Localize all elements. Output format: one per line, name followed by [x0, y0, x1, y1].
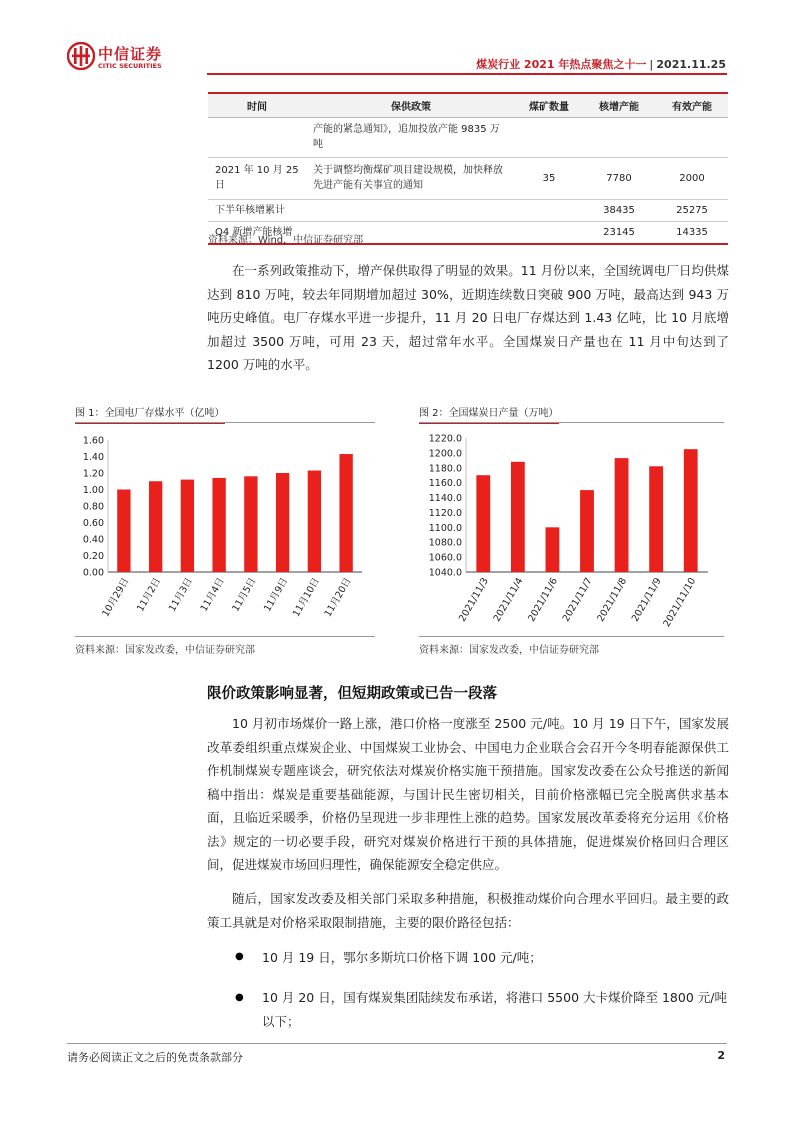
- bar: [244, 476, 257, 572]
- body-paragraph: 随后，国家发改委及相关部门采取多种措施，积极推动煤价向合理水平回归。最主要的政策工具就是对价格采取限制措施，主要的限价路径包括：: [207, 891, 729, 930]
- table-row: [208, 117, 728, 157]
- bar: [308, 471, 321, 572]
- report-header-info: [476, 56, 726, 72]
- bar: [149, 481, 162, 572]
- col-header-time: 时间: [208, 93, 306, 117]
- footer-divider: [67, 1043, 727, 1044]
- cell-effective: 25275: [656, 199, 728, 221]
- report-title: 煤炭行业 2021 年热点聚焦之十一: [476, 58, 647, 71]
- header-separator: |: [649, 58, 654, 71]
- cell-approved: [582, 117, 656, 157]
- x-tick-label: 2021/11/8: [595, 576, 630, 624]
- y-tick-label: 1140.0: [428, 493, 462, 505]
- cell-effective: 2000: [656, 157, 728, 199]
- figure1-source-note: 资料来源：国家发改委，中信证券研究部: [75, 645, 255, 656]
- y-tick-label: 1160.0: [428, 478, 462, 490]
- body-paragraph: 10 月初市场煤价一路上涨，港口价格一度涨至 2500 元/吨。10 月 19 日下午，国家发展改革委组织重点煤炭企业、中国煤炭工业协会、中国电力企业联合会召开今冬明春能源保供工作机制煤炭专题座谈会，研究依法对煤炭价格实施干预措施。国家发改委在公众号推送的新闻稿中指出：煤炭是重要基础能源，与国计民生密切相关，目前价格涨幅已完全脱离供求基本面，且临近采暖季，价格仍呈现进一步非理性上涨的趋势。国家发展改革委将充分运用《价格法》规定的一切必要手段，研究对煤炭价格进行干预的具体措施，促进煤炭价格回归合理区间，促进煤炭市场回归理性，确保能源安全稳定供应。: [207, 716, 729, 872]
- y-tick-label: 1.20: [82, 468, 104, 480]
- bar: [212, 478, 225, 572]
- y-tick-label: 0.00: [82, 567, 104, 579]
- cell-mines: [516, 199, 582, 221]
- figure2-top-rule: [419, 422, 724, 423]
- page-header: [0, 0, 793, 80]
- cell-approved: 23145: [582, 221, 656, 244]
- x-tick-label: 11月4日: [198, 576, 227, 614]
- cell-policy: [306, 199, 516, 221]
- x-tick-label: 2021/11/9: [629, 576, 664, 624]
- bullet-item: 10 月 20 日，国有煤炭集团陆续发布承诺，将港口 5500 大卡煤价降至 1800 元/吨以下；: [262, 990, 727, 1029]
- body-paragraph: 在一系列政策推动下，增产保供取得了明显的效果。11 月份以来，全国统调电厂日均供煤达到 810 万吨，较去年同期增加超过 30%，近期连续数日突破 900 万吨，最高达到 943 万吨历史峰值。电厂存煤水平进一步提升，11 月 20 日电厂存煤达到 1.43 亿吨，比 10 月底增加超过 3500 万吨，可用 23 天，超过常年水平。全国煤炭日产量也在 11 月中旬达到了 1200 万吨的水平。: [207, 263, 729, 372]
- table-source-note: 资料来源：Wind，中信证券研究部: [208, 235, 364, 246]
- y-tick-label: 1120.0: [428, 507, 462, 519]
- page-number: 2: [717, 1049, 725, 1062]
- x-tick-label: 11月3日: [166, 576, 195, 614]
- report-date: 2021.11.25: [656, 58, 726, 71]
- col-header-effective-capacity: 有效产能: [656, 93, 728, 117]
- y-tick-label: 1.60: [82, 435, 104, 447]
- figure1-bottom-rule: [75, 636, 375, 637]
- y-tick-label: 1180.0: [428, 463, 462, 475]
- cell-time: 下半年核增累计: [208, 199, 306, 221]
- y-tick-label: 1200.0: [428, 448, 462, 460]
- y-tick-label: 1.40: [82, 452, 104, 463]
- y-tick-label: 1220.0: [428, 433, 462, 445]
- cell-time: [208, 117, 306, 157]
- bullet-dot: ●: [235, 951, 244, 962]
- figure2-bottom-rule: [419, 636, 724, 637]
- y-tick-label: 1.00: [82, 485, 104, 496]
- bar: [649, 466, 663, 572]
- citic-logo-icon: [67, 42, 95, 70]
- y-tick-label: 0.60: [82, 518, 104, 529]
- cell-time: Q4 新增产能核增: [208, 221, 306, 244]
- footer-disclaimer: 请务必阅读正文之后的免责条款部分: [67, 1051, 243, 1064]
- cell-approved: 7780: [582, 157, 656, 199]
- citic-logo: [67, 42, 177, 72]
- y-tick-label: 0.80: [82, 501, 104, 513]
- bar: [511, 462, 525, 572]
- x-tick-label: 11月10日: [290, 576, 322, 619]
- y-tick-label: 1060.0: [428, 552, 462, 564]
- x-tick-label: 2021/11/7: [560, 576, 595, 624]
- section-title: 限价政策影响显著，但短期政策或已告一段落: [207, 686, 497, 702]
- table-row: [208, 157, 728, 199]
- cell-mines: 35: [516, 157, 582, 199]
- bar: [615, 458, 629, 572]
- col-header-approved-capacity: 核增产能: [582, 93, 656, 117]
- col-header-mines: 煤矿数量: [516, 93, 582, 117]
- cell-mines: [516, 221, 582, 244]
- y-tick-label: 1080.0: [428, 537, 462, 549]
- bar: [684, 449, 698, 572]
- y-tick-label: 0.40: [82, 534, 104, 546]
- y-tick-label: 0.20: [82, 551, 104, 562]
- cell-policy: 产能的紧急通知》，追加投放产能 9835 万吨: [306, 117, 516, 157]
- bar: [476, 475, 490, 572]
- x-tick-label: 11月9日: [262, 576, 291, 614]
- cell-approved: 38435: [582, 199, 656, 221]
- figure1-top-rule: [75, 422, 375, 423]
- bullet-item: 10 月 19 日，鄂尔多斯坑口价格下调 100 元/吨；: [262, 950, 542, 965]
- x-tick-label: 2021/11/10: [661, 576, 699, 629]
- x-tick-label: 10月29日: [100, 576, 132, 619]
- logo-chinese-name: 中信证券: [98, 45, 163, 63]
- cell-effective: [656, 117, 728, 157]
- x-tick-label: 2021/11/3: [456, 576, 491, 624]
- bar: [580, 490, 594, 572]
- figure1-title: 图 1：全国电厂存煤水平（亿吨）: [75, 404, 225, 424]
- bar: [181, 480, 194, 572]
- figure2-bar-chart: [414, 426, 729, 631]
- figure2-title: 图 2：全国煤炭日产量（万吨）: [419, 404, 559, 424]
- capacity-policy-table: [208, 92, 728, 245]
- header-divider: [207, 73, 727, 75]
- cell-effective: 14335: [656, 221, 728, 244]
- figure2-source-note: 资料来源：国家发改委，中信证券研究部: [419, 645, 599, 656]
- cell-mines: [516, 117, 582, 157]
- x-tick-label: 11月5日: [230, 576, 259, 614]
- cell-time: 2021 年 10 月 25 日: [208, 157, 306, 199]
- cell-policy: 关于调整均衡煤矿项目建设规模，加快释放先进产能有关事宜的通知: [306, 157, 516, 199]
- bar: [276, 473, 289, 572]
- y-tick-label: 1040.0: [428, 567, 462, 579]
- col-header-policy: 保供政策: [306, 93, 516, 117]
- logo-english-name: CITIC SECURITIES: [98, 62, 162, 70]
- bar: [117, 490, 130, 573]
- x-tick-label: 11月20日: [322, 576, 354, 619]
- bar: [546, 527, 560, 572]
- y-tick-label: 1100.0: [428, 522, 462, 534]
- x-tick-label: 11月2日: [135, 576, 164, 614]
- figure1-bar-chart: [70, 426, 380, 631]
- x-tick-label: 2021/11/6: [526, 576, 561, 624]
- table-row: [208, 199, 728, 221]
- bullet-dot: ●: [235, 992, 244, 1003]
- bar: [339, 454, 352, 572]
- table-header-row: [208, 93, 728, 117]
- x-tick-label: 2021/11/4: [491, 576, 526, 624]
